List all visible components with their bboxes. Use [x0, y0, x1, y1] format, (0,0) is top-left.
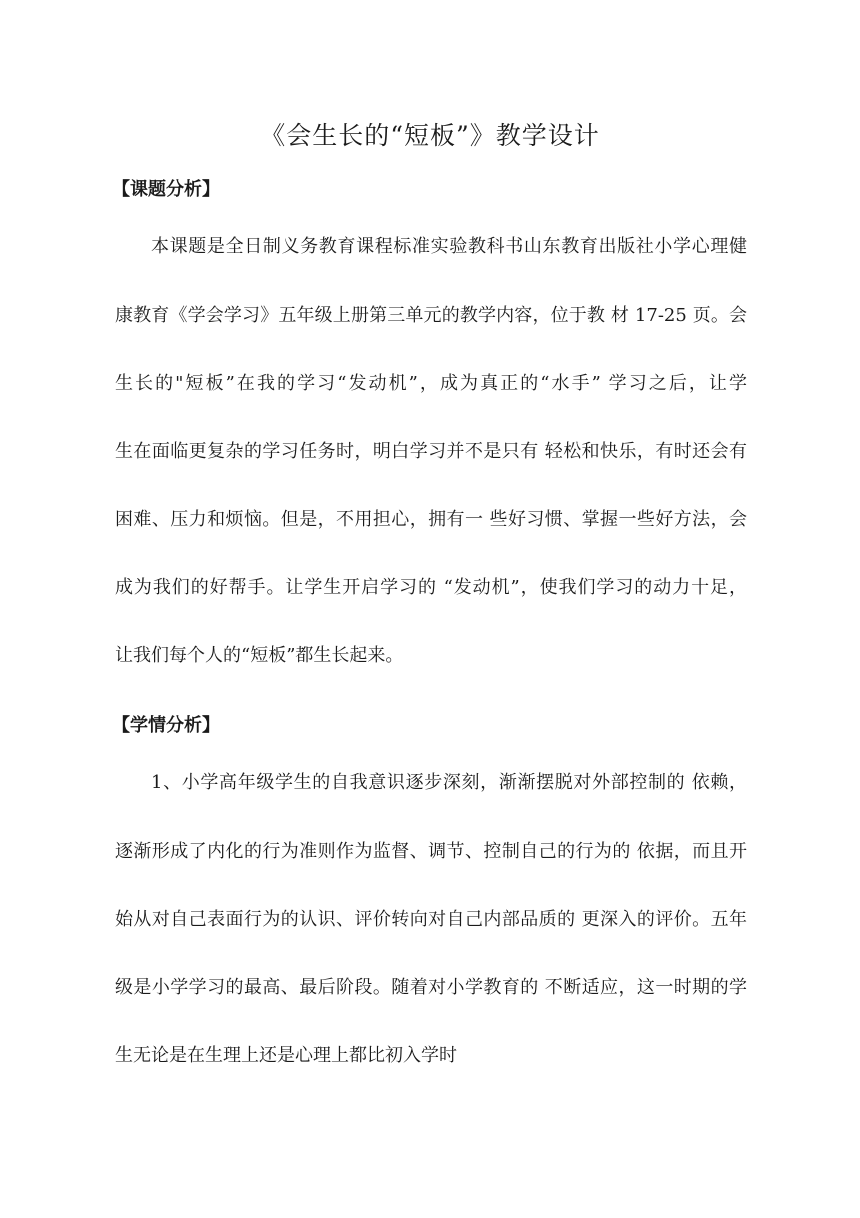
paragraph-line: 困难、压力和烦恼。但是，不用担心，拥有一 些好习惯、掌握一些好方法，会	[115, 509, 747, 530]
paragraph-line: 逐渐形成了内化的行为准则作为监督、调节、控制自己的行为的 依据，而且开	[115, 841, 747, 862]
paragraph-line: 本课题是全日制义务教育课程标准实验教科书山东教育出版社小学心理健	[151, 236, 747, 257]
paragraph-line: 让我们每个人的“短板”都生长起来。	[115, 645, 404, 666]
section-heading-topic-analysis: 【课题分析】	[112, 179, 220, 200]
section-heading-learner-analysis: 【学情分析】	[112, 715, 220, 736]
paragraph-line: 始从对自己表面行为的认识、评价转向对自己内部品质的 更深入的评价。五年	[115, 909, 747, 930]
paragraph-line: 级是小学学习的最高、最后阶段。随着对小学教育的 不断适应，这一时期的学	[115, 977, 747, 998]
paragraph-line: 1、小学高年级学生的自我意识逐步深刻，渐渐摆脱对外部控制的 依赖，	[151, 772, 747, 793]
paragraph-line: 康教育《学会学习》五年级上册第三单元的教学内容，位于教 材 17-25 页。会	[115, 305, 747, 326]
paragraph-line: 生长的"短板”在我的学习“发动机”，成为真正的“水手” 学习之后，让学	[115, 373, 747, 394]
document-title: 《会生长的“短板”》教学设计	[260, 121, 600, 150]
paragraph-line: 生无论是在生理上还是心理上都比初入学时	[115, 1045, 457, 1066]
paragraph-line: 成为我们的好帮手。让学生开启学习的 “发动机”，使我们学习的动力十足，	[115, 577, 747, 598]
paragraph-line: 生在面临更复杂的学习任务时，明白学习并不是只有 轻松和快乐，有时还会有	[115, 441, 747, 462]
